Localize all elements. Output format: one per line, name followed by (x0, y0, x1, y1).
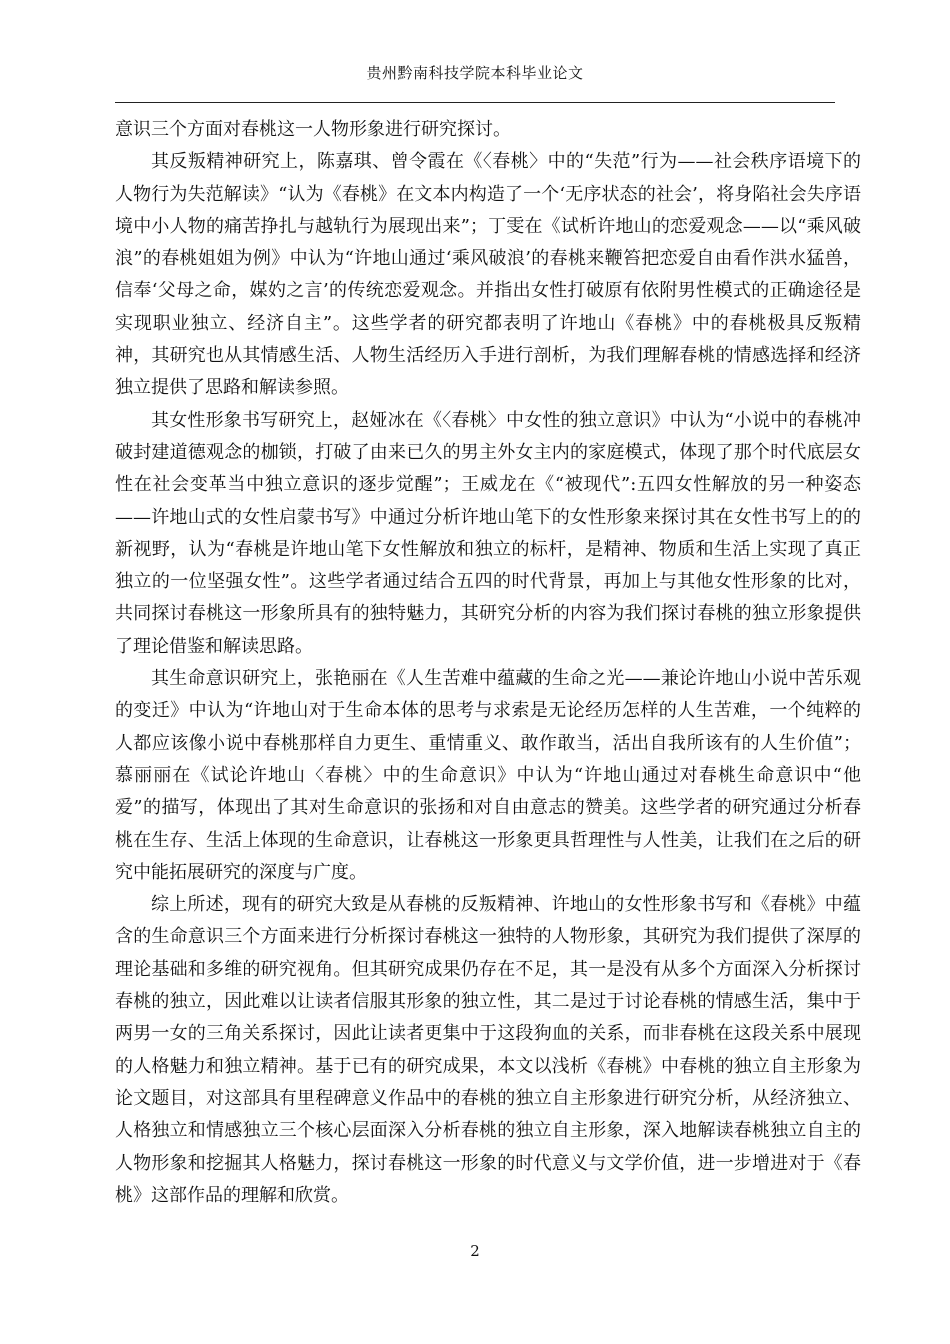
paragraph-5: 综上所述，现有的研究大致是从春桃的反叛精神、许地山的女性形象书写和《春桃》中蕴含的生命意识三个方面来进行分析探讨春桃这一独特的人物形象，其研究为我们提供了深厚的理论基础和多维的研究视角。但其研究成果仍存在不足，其一是没有从多个方面深入分析探讨春桃的独立，因此难以让读者信服其形象的独立性，其二是过于讨论春桃的情感生活，集中于两男一女的三角关系探讨，因此让读者更集中于这段狗血的关系，而非春桃在这段关系中展现的人格魅力和独立精神。基于已有的研究成果，本文以浅析《春桃》中春桃的独立自主形象为论文题目，对这部具有里程碑意义作品中的春桃的独立自主形象进行研究分析，从经济独立、人格独立和情感独立三个核心层面深入分析春桃的独立自主形象，深入地解读春桃独立自主的人物形象和挖掘其人格魅力，探讨春桃这一形象的时代意义与文学价值，进一步增进对于《春桃》这部作品的理解和欣赏。 (115, 894, 861, 1206)
paragraph-4: 其生命意识研究上，张艳丽在《人生苦难中蕴藏的生命之光——兼论许地山小说中苦乐观的变迁》中认为“许地山对于生命本体的思考与求索是无论经历怎样的人生苦难，一个纯粹的人都应该像小说中春桃那样自力更生、重情重义、敢作敢当，活出自我所该有的人生价值”；慕丽丽在《试论许地山〈春桃〉中的生命意识》中认为“许地山通过对春桃生命意识中“他爱”的描写，体现出了其对生命意识的张扬和对自由意志的赞美。这些学者的研究通过分析春桃在生存、生活上体现的生命意识，让春桃这一形象更具哲理性与人性美，让我们在之后的研究中能拓展研究的深度与广度。 (115, 668, 861, 883)
paragraph-1: 意识三个方面对春桃这一人物形象进行研究探讨。 (115, 119, 511, 140)
paragraph-2: 其反叛精神研究上，陈嘉琪、曾令霞在《〈春桃〉中的“失范”行为——社会秩序语境下的人物行为失范解读》“认为《春桃》在文本内构造了一个‘无序状态的社会’，将身陷社会失序语境中小人物的痛苦挣扎与越轨行为展现出来”；丁雯在《试析许地山的恋爱观念——以“乘风破浪”的春桃姐姐为例》中认为“许地山通过‘乘风破浪’的春桃来鞭笞把恋爱自由看作洪水猛兽，信奉‘父母之命，媒妁之言’的传统恋爱观念。并指出女性打破原有依附男性模式的正确途径是实现职业独立、经济自主”。这些学者的研究都表明了许地山《春桃》中的春桃极具反叛精神，其研究也从其情感生活、人物生活经历入手进行剖析，为我们理解春桃的情感选择和经济独立提供了思路和解读参照。 (115, 151, 861, 399)
body-text (115, 114, 861, 1212)
header-title: 贵州黔南科技学院本科毕业论文 (366, 64, 584, 82)
paragraph-3: 其女性形象书写研究上，赵娅冰在《〈春桃〉中女性的独立意识》中认为“小说中的春桃冲破封建道德观念的枷锁，打破了由来已久的男主外女主内的家庭模式，体现了那个时代底层女性在社会变革当中独立意识的逐步觉醒”；王威龙在《“被现代”:五四女性解放的另一种姿态——许地山式的女性启蒙书写》中通过分析许地山笔下的女性形象来探讨其在女性书写上的的新视野，认为“春桃是许地山笔下女性解放和独立的标杆，是精神、物质和生活上实现了真正独立的一位坚强女性”。这些学者通过结合五四的时代背景，再加上与其他女性形象的比对，共同探讨春桃这一形象所具有的独特魅力，其研究分析的内容为我们探讨春桃的独立形象提供了理论借鉴和解读思路。 (115, 409, 861, 657)
page-header (115, 62, 835, 103)
page-number: 2 (470, 1242, 480, 1260)
